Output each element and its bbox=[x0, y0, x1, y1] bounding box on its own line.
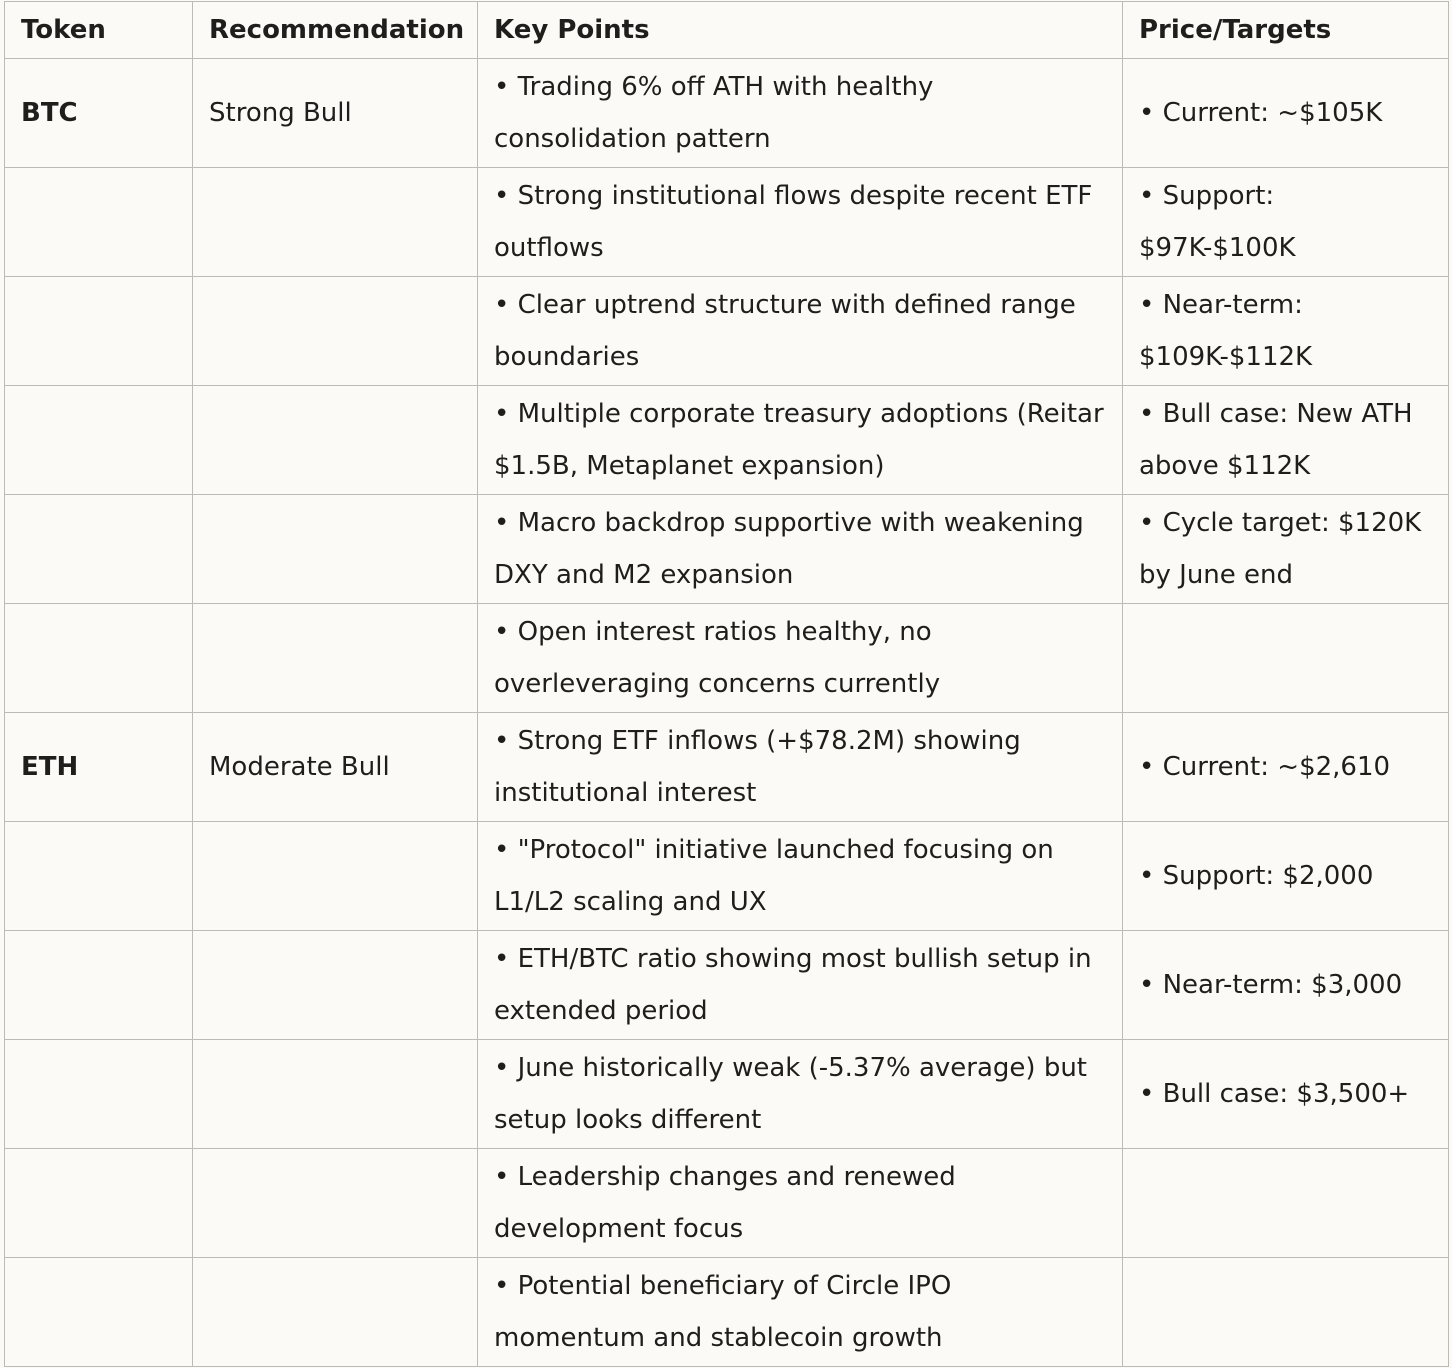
recommendation-cell bbox=[193, 386, 478, 495]
token-cell bbox=[5, 604, 193, 713]
price-target-cell: • Support: $97K-$100K bbox=[1123, 168, 1449, 277]
table-header-row bbox=[5, 2, 1449, 59]
price-target-cell bbox=[1123, 1258, 1449, 1367]
price-target-cell: • Bull case: $3,500+ bbox=[1123, 1040, 1449, 1149]
token-cell bbox=[5, 931, 193, 1040]
table-row bbox=[5, 604, 1449, 713]
key-point-cell: • June historically weak (-5.37% average) but setup looks different bbox=[478, 1040, 1123, 1149]
recommendation-cell bbox=[193, 1258, 478, 1367]
key-point-cell: • "Protocol" initiative launched focusing on L1/L2 scaling and UX bbox=[478, 822, 1123, 931]
price-target-cell: • Near-term: $3,000 bbox=[1123, 931, 1449, 1040]
header-token: Token bbox=[5, 2, 193, 59]
table-row bbox=[5, 822, 1449, 931]
table-row bbox=[5, 1258, 1449, 1367]
token-cell bbox=[5, 495, 193, 604]
key-point-cell: • Strong institutional flows despite recent ETF outflows bbox=[478, 168, 1123, 277]
token-cell bbox=[5, 168, 193, 277]
token-cell bbox=[5, 1258, 193, 1367]
table-row bbox=[5, 1149, 1449, 1258]
recommendation-cell: Strong Bull bbox=[193, 59, 478, 168]
key-point-cell: • Potential beneficiary of Circle IPO momentum and stablecoin growth bbox=[478, 1258, 1123, 1367]
key-point-cell: • Leadership changes and renewed development focus bbox=[478, 1149, 1123, 1258]
token-cell bbox=[5, 1040, 193, 1149]
recommendation-cell bbox=[193, 604, 478, 713]
recommendation-cell bbox=[193, 168, 478, 277]
header-key-points: Key Points bbox=[478, 2, 1123, 59]
token-cell bbox=[5, 1149, 193, 1258]
token-cell: BTC bbox=[5, 59, 193, 168]
token-cell bbox=[5, 277, 193, 386]
token-cell bbox=[5, 386, 193, 495]
price-target-cell bbox=[1123, 604, 1449, 713]
recommendation-cell: Moderate Bull bbox=[193, 713, 478, 822]
table-row bbox=[5, 1040, 1449, 1149]
table-row bbox=[5, 931, 1449, 1040]
token-cell: ETH bbox=[5, 713, 193, 822]
table-row bbox=[5, 386, 1449, 495]
key-point-cell: • Strong ETF inflows (+$78.2M) showing institutional interest bbox=[478, 713, 1123, 822]
price-target-cell: • Cycle target: $120K by June end bbox=[1123, 495, 1449, 604]
price-target-cell: • Near-term: $109K-$112K bbox=[1123, 277, 1449, 386]
table-row bbox=[5, 277, 1449, 386]
header-price-targets: Price/Targets bbox=[1123, 2, 1449, 59]
recommendation-cell bbox=[193, 1040, 478, 1149]
recommendation-cell bbox=[193, 1149, 478, 1258]
price-target-cell: • Current: ~$2,610 bbox=[1123, 713, 1449, 822]
table-row bbox=[5, 495, 1449, 604]
key-point-cell: • Clear uptrend structure with defined range boundaries bbox=[478, 277, 1123, 386]
key-point-cell: • Macro backdrop supportive with weakening DXY and M2 expansion bbox=[478, 495, 1123, 604]
table-row bbox=[5, 168, 1449, 277]
table-row bbox=[5, 713, 1449, 822]
recommendation-cell bbox=[193, 931, 478, 1040]
price-target-cell: • Bull case: New ATH above $112K bbox=[1123, 386, 1449, 495]
recommendation-cell bbox=[193, 277, 478, 386]
price-target-cell bbox=[1123, 1149, 1449, 1258]
key-point-cell: • ETH/BTC ratio showing most bullish setup in extended period bbox=[478, 931, 1123, 1040]
price-target-cell: • Support: $2,000 bbox=[1123, 822, 1449, 931]
key-point-cell: • Trading 6% off ATH with healthy consolidation pattern bbox=[478, 59, 1123, 168]
token-cell bbox=[5, 822, 193, 931]
recommendation-cell bbox=[193, 822, 478, 931]
token-recommendation-table bbox=[4, 1, 1449, 1367]
recommendation-cell bbox=[193, 495, 478, 604]
price-target-cell: • Current: ~$105K bbox=[1123, 59, 1449, 168]
key-point-cell: • Open interest ratios healthy, no overleveraging concerns currently bbox=[478, 604, 1123, 713]
table-row bbox=[5, 59, 1449, 168]
header-recommendation: Recommendation bbox=[193, 2, 478, 59]
key-point-cell: • Multiple corporate treasury adoptions (Reitar $1.5B, Metaplanet expansion) bbox=[478, 386, 1123, 495]
